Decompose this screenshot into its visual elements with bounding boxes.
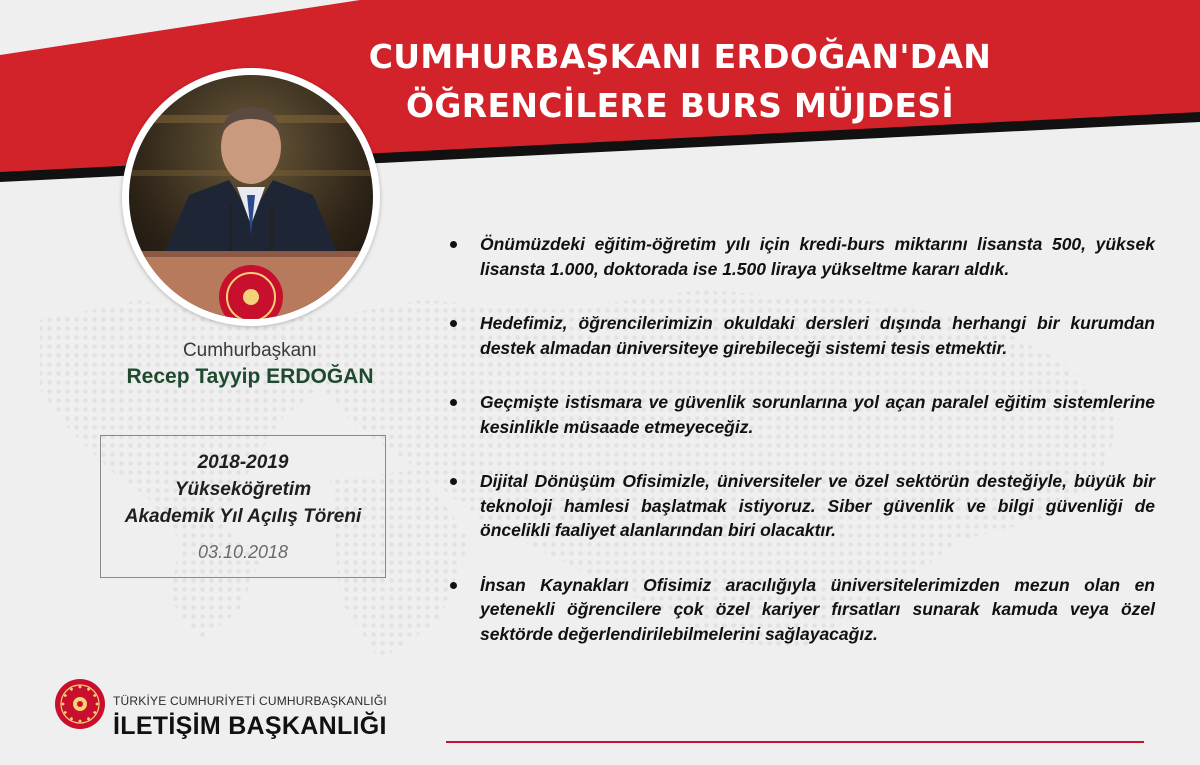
statement-item: Geçmişte istismara ve güvenlik sorunlarına yol açan paralel eğitim sistemlerine kesinlikle müsaade etmeyeceğiz.	[450, 390, 1155, 439]
presidential-seal-icon	[54, 678, 106, 730]
bullet-dot-icon	[450, 582, 457, 589]
org-name: İLETİŞİM BAŞKANLIĞI	[113, 712, 387, 740]
statement-item: Önümüzdeki eğitim-öğretim yılı için kredi-burs miktarını lisansta 500, yüksek lisansta 1.000, doktorada ise 1.500 liraya yükseltme kararı aldık.	[450, 232, 1155, 281]
statement-item: Dijital Dönüşüm Ofisimizle, üniversiteler ve özel sektörün desteğiyle, büyük bir teknoloji hamlesi başlatmak istiyoruz. Siber güvenlik ve bilgi güvenliği de öncelikli faaliyet alanlarından biri olacaktır.	[450, 469, 1155, 543]
speaker-name: Recep Tayyip ERDOĞAN	[126, 365, 374, 388]
event-line-3: Akademik Yıl Açılış Töreni	[124, 506, 362, 527]
event-year: 2018-2019	[197, 452, 289, 473]
event-info-box	[100, 435, 386, 578]
speaker-role: Cumhurbaşkanı	[182, 340, 318, 361]
event-line-2: Yükseköğretim	[174, 479, 312, 500]
page-title	[330, 32, 1030, 130]
bullet-dot-icon	[450, 478, 457, 485]
event-date: 03.10.2018	[197, 542, 289, 562]
bullet-dot-icon	[450, 399, 457, 406]
footer-divider	[446, 741, 1144, 743]
statement-item: Hedefimiz, öğrencilerimizin okuldaki dersleri dışında herhangi bir kurumdan destek almadan üniversiteye girebileceği sistemi tesis etmektir.	[450, 311, 1155, 360]
speaker-portrait	[122, 68, 380, 326]
bullet-dot-icon	[450, 241, 457, 248]
statement-list	[450, 232, 1155, 646]
bullet-dot-icon	[450, 320, 457, 327]
statement-item: İnsan Kaynakları Ofisimiz aracılığıyla üniversitelerimizden mezun olan en yetenekli öğrencilere çok özel kariyer fırsatları sunarak kamuda veya özel sektörde değerlendirilebilmelerini sağlayacağız.	[450, 573, 1155, 647]
title-line-2: ÖĞRENCİLERE BURS MÜJDESİ	[406, 86, 954, 125]
title-line-1: CUMHURBAŞKANI ERDOĞAN'DAN	[368, 37, 992, 76]
org-subtitle: TÜRKİYE CUMHURİYETİ CUMHURBAŞKANLIĞI	[113, 694, 387, 708]
